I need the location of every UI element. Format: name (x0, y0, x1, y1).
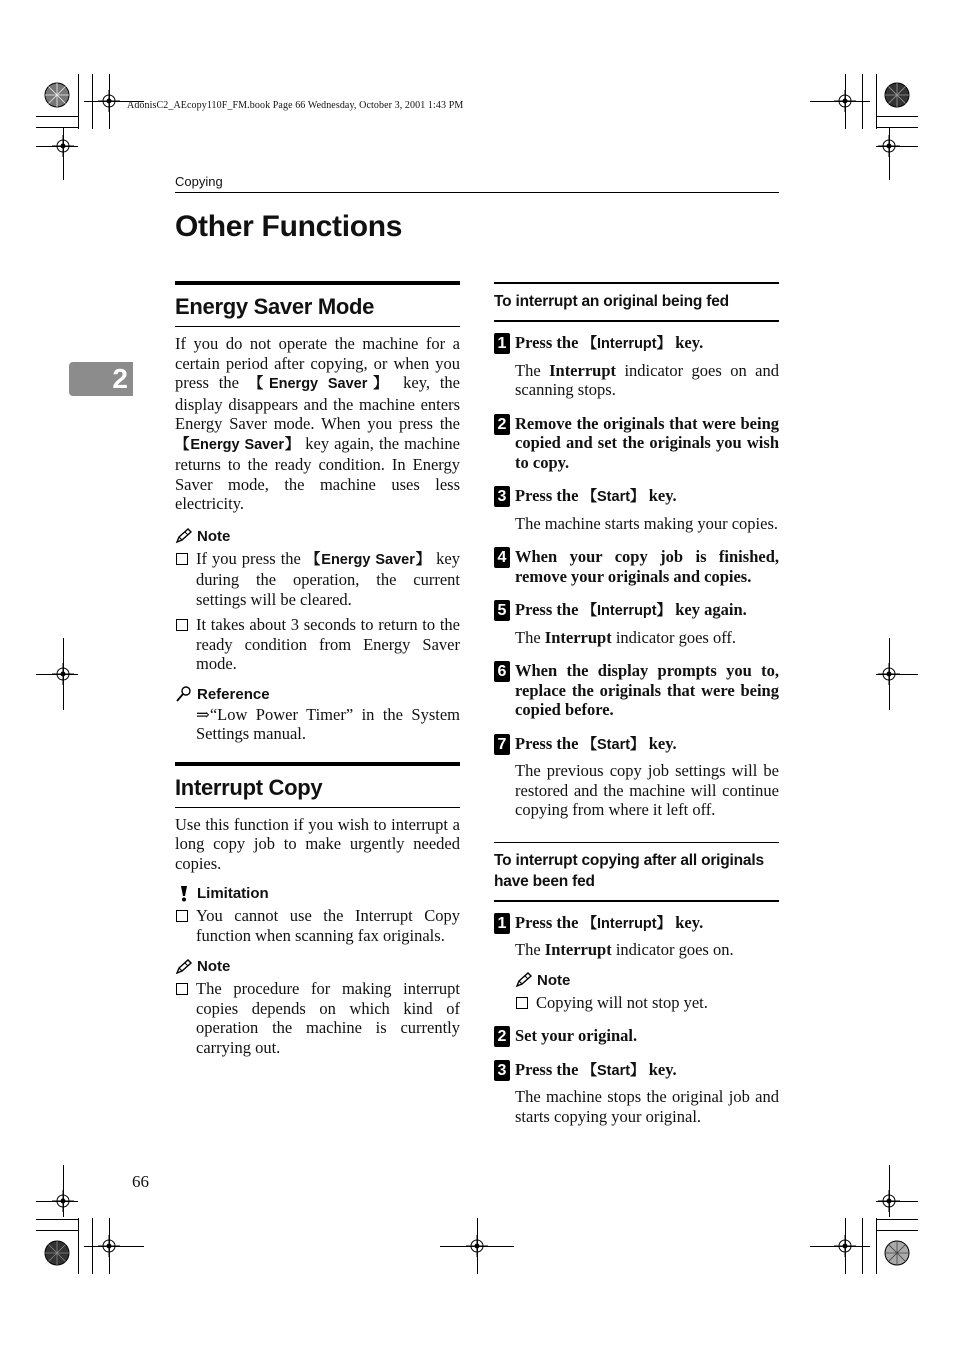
right-column (494, 282, 779, 1126)
step-text: Press the (515, 912, 583, 932)
chapter-number: 2 (112, 363, 128, 394)
interrupt-fed-section (494, 282, 779, 820)
step-number: 2 (494, 1026, 510, 1047)
section-rule (175, 807, 460, 808)
step-item (494, 486, 779, 533)
step-text: indicator goes on and scanning stops. (515, 360, 779, 399)
left-column (175, 281, 460, 1057)
step-title: When the display prompts you to, replace the originals that were being copied before. (515, 661, 779, 719)
step-title: Remove the originals that were being copied and set the originals you wish to copy. (515, 413, 779, 472)
energy-saver-section (175, 281, 460, 744)
checkbox-bullet-icon (176, 983, 188, 995)
step-text: Press the (515, 1059, 583, 1079)
energy-saver-body (175, 334, 460, 514)
step-text: key. (644, 733, 677, 753)
limitation-list (175, 906, 460, 945)
step-text: The (515, 360, 550, 380)
color-wheel-icon (44, 82, 70, 108)
color-wheel-icon (884, 1240, 910, 1266)
step-title (515, 734, 779, 756)
interrupt-copy-heading: Interrupt Copy (175, 774, 323, 800)
list-item (515, 993, 779, 1013)
note-text: It takes about 3 seconds to return to the ready condition from Energy Saver mode. (196, 615, 460, 673)
step-text: indicator goes off. (611, 627, 737, 647)
interrupt-key: 【Interrupt】 (582, 603, 672, 619)
step-number: 3 (494, 1060, 510, 1081)
pencil-note-icon (175, 959, 193, 975)
step-text: indicator goes on. (611, 940, 734, 959)
step-description (515, 628, 779, 648)
start-key: 【Start】 (582, 489, 645, 505)
step-text: Press the (515, 333, 583, 352)
step-text: key. (671, 912, 704, 932)
note-text: If you press the (196, 548, 306, 568)
step-item (494, 913, 779, 1013)
step-text: Press the (515, 600, 583, 619)
interrupt-copy-body: Use this function if you wish to interrupt a long copy job to make urgently needed copies. (175, 814, 460, 873)
page-number: 66 (132, 1172, 149, 1191)
step-number: 1 (494, 333, 510, 354)
color-wheel-icon (44, 1240, 70, 1266)
limitation-text: You cannot use the Interrupt Copy function when scanning fax originals. (196, 906, 460, 945)
step-number: 2 (494, 414, 510, 435)
step-title (515, 913, 779, 935)
checkbox-bullet-icon (176, 619, 188, 631)
step-item (494, 734, 779, 820)
step-number: 6 (494, 661, 510, 682)
step-description: The machine stops the original job and starts copying your original. (515, 1087, 779, 1126)
start-key: 【Start】 (582, 1062, 645, 1079)
step-description: The previous copy job settings will be restored and the machine will continue copying from where it left off. (515, 761, 779, 819)
step-number: 3 (494, 486, 510, 507)
note-label: Note (537, 971, 571, 989)
note-text: The procedure for making interrupt copies depends on which kind of operation the machine is currently carrying out. (196, 979, 460, 1057)
checkbox-bullet-icon (176, 553, 188, 565)
reference-label: Reference (197, 685, 270, 703)
interrupt-copy-section (175, 762, 460, 1058)
indicator-name: Interrupt (549, 360, 617, 380)
reference-heading (175, 686, 460, 703)
interrupt-key: 【Interrupt】 (582, 336, 672, 352)
step-text: key again. (671, 600, 747, 619)
step-number: 1 (494, 913, 510, 934)
body-text: If you do not operate the machine for a certain period after copying, or when you press the (175, 334, 460, 392)
running-head: Copying (175, 174, 223, 189)
list-item (175, 615, 460, 674)
note-heading (175, 958, 460, 975)
step-number: 5 (494, 600, 510, 621)
step-number: 4 (494, 547, 510, 568)
page-title: Other Functions (175, 210, 403, 243)
interrupt-after-section (494, 842, 779, 1127)
step-item (494, 1026, 779, 1046)
energy-saver-key: 【Energy Saver】 (175, 436, 301, 453)
body-text: key again, the machine returns to the ready condition. In Energy Saver mode, the machine uses less electricity. (175, 433, 460, 513)
step-number: 7 (494, 734, 510, 755)
step-text: key. (644, 486, 677, 505)
note-text: key during the operation, the current settings will be cleared. (196, 548, 460, 609)
step-text: The (515, 627, 545, 647)
step-text: Press the (515, 733, 583, 753)
pencil-note-icon (175, 528, 193, 544)
note-label: Note (197, 527, 231, 545)
interrupt-after-heading: To interrupt copying after all originals have been fed (494, 851, 764, 890)
pencil-note-icon (515, 972, 533, 988)
step-text: key. (644, 1059, 677, 1079)
start-key: 【Start】 (582, 736, 645, 753)
chapter-tab (69, 362, 133, 396)
energy-saver-key: 【Energy Saver】 (248, 376, 394, 392)
interrupt-fed-heading: To interrupt an original being fed (494, 293, 729, 310)
step-text: Press the (515, 486, 583, 505)
step-item (494, 414, 779, 473)
magnifier-reference-icon (175, 686, 193, 702)
checkbox-bullet-icon (516, 997, 528, 1009)
step-title (515, 1060, 779, 1082)
interrupt-key: 【Interrupt】 (582, 915, 672, 932)
step-title (515, 600, 779, 622)
list-item (175, 549, 460, 610)
step-item (494, 547, 779, 586)
step-item (494, 333, 779, 400)
note-heading (175, 528, 460, 545)
limitation-label: Limitation (197, 885, 269, 902)
step-title (515, 333, 779, 355)
interrupt-after-notes (515, 993, 779, 1013)
header-rule (175, 192, 779, 193)
step-item (494, 661, 779, 720)
step-item (494, 600, 779, 647)
checkbox-bullet-icon (176, 910, 188, 922)
note-heading (515, 972, 779, 989)
step-title: When your copy job is finished, remove your originals and copies. (515, 547, 779, 586)
energy-saver-notes (175, 549, 460, 674)
section-rule (175, 326, 460, 327)
step-description: The machine starts making your copies. (515, 513, 779, 533)
list-item (175, 906, 460, 945)
subsection-rule (494, 900, 779, 902)
step-item (494, 1060, 779, 1127)
limitation-heading (175, 885, 460, 902)
color-wheel-icon (884, 82, 910, 108)
note-label: Note (197, 958, 231, 975)
energy-saver-key: 【Energy Saver】 (305, 551, 432, 568)
reference-text: ⇒“Low Power Timer” in the System Settings manual. (196, 704, 460, 743)
note-text: Copying will not stop yet. (536, 992, 708, 1012)
subsection-rule (494, 320, 779, 322)
file-info: AdonisC2_AEcopy110F_FM.book Page 66 Wednesday, October 3, 2001 1:43 PM (127, 100, 464, 111)
exclamation-limitation-icon (175, 886, 193, 902)
indicator-name: Interrupt (544, 627, 612, 647)
step-text: key. (671, 333, 704, 352)
energy-saver-heading: Energy Saver Mode (175, 294, 375, 319)
step-description (515, 361, 779, 400)
interrupt-notes (175, 979, 460, 1057)
indicator-name: Interrupt (544, 940, 612, 959)
step-text: The (515, 940, 545, 959)
step-title: Set your original. (515, 1026, 638, 1045)
step-description (515, 940, 779, 960)
body-text: key, the display disappears and the machine enters Energy Saver mode. When you press the (175, 373, 460, 433)
list-item (175, 979, 460, 1057)
step-title (515, 486, 779, 508)
